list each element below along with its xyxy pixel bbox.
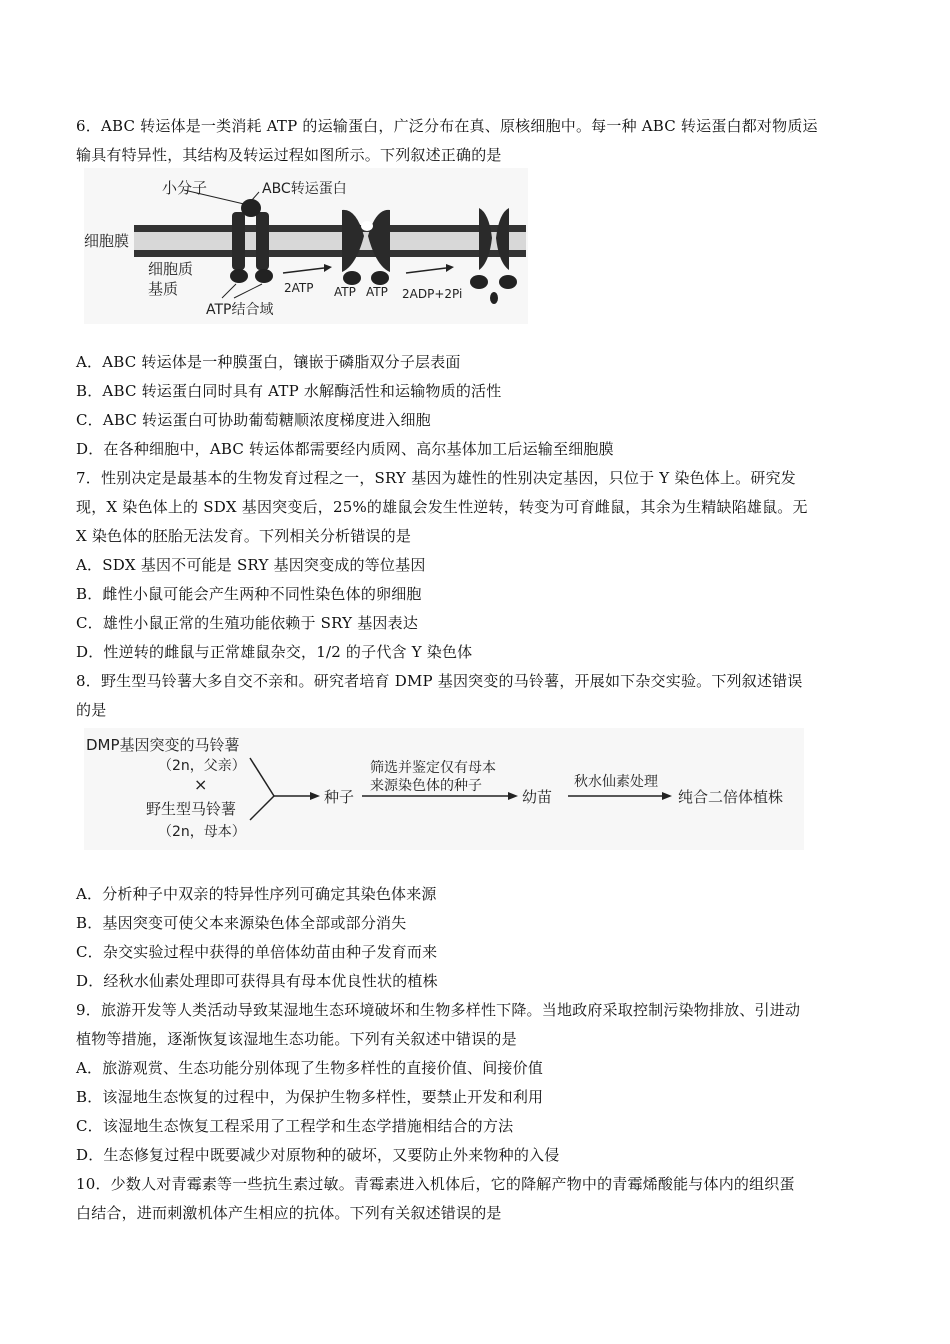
label-screen-2: 来源染色体的种子 — [370, 778, 482, 794]
q7-stem-line-3: X 染色体的胚胎无法发育。下列相关分析错误的是 — [76, 527, 412, 545]
membrane-core — [134, 232, 526, 250]
q8-option-b: B．基因突变可使父本来源染色体全部或部分消失 — [76, 914, 407, 932]
small-molecule-dot — [241, 199, 261, 217]
q8-option-d: D．经秋水仙素处理即可获得具有母本优良性状的植株 — [76, 972, 438, 990]
label-2atp: 2ATP — [284, 281, 314, 295]
pointer-abc-protein — [252, 192, 259, 200]
q8-stem-line-2: 的是 — [76, 701, 107, 719]
label-result: 纯合二倍体植株 — [678, 788, 784, 806]
label-atp-1: ATP — [334, 285, 356, 299]
q9-option-b: B．该湿地生态恢复的过程中，为保护生物多样性，要禁止开发和利用 — [76, 1088, 544, 1106]
q8-option-c: C．杂交实验过程中获得的单倍体幼苗由种子发育而来 — [76, 943, 438, 961]
label-cytoplasm-2: 基质 — [148, 280, 179, 298]
q9-option-d: D．生态修复过程中既要减少对原物种的破坏，又要防止外来物种的入侵 — [76, 1146, 560, 1164]
q7-option-b: B．雌性小鼠可能会产生两种不同性染色体的卵细胞 — [76, 585, 422, 603]
label-colchicine: 秋水仙素处理 — [574, 774, 658, 790]
cross-line-lower — [250, 796, 274, 820]
label-atp-2: ATP — [366, 285, 388, 299]
q6-option-d: D．在各种细胞中，ABC 转运体都需要经内质网、高尔基体加工后运输至细胞膜 — [76, 440, 614, 458]
membrane-outer-layer — [134, 225, 526, 232]
pointer-atp-binding-2 — [234, 284, 262, 298]
membrane-inner-layer — [134, 250, 526, 257]
q9-stem-line-1: 9．旅游开发等人类活动导致某湿地生态环境破坏和生物多样性下降。当地政府采取控制污染物排放、引进动 — [76, 1001, 801, 1019]
label-seedling: 幼苗 — [522, 788, 553, 806]
q6-stem-line-1: 6．ABC 转运体是一类消耗 ATP 的运输蛋白，广泛分布在真、原核细胞中。每一种 ABC 转运蛋白都对物质运 — [76, 117, 818, 135]
q9-option-a: A．旅游观赏、生态功能分别体现了生物多样性的直接价值、间接价值 — [76, 1059, 544, 1077]
q7-stem-line-2: 现，X 染色体上的 SDX 基因突变后，25%的雄鼠会发生性逆转，转变为可育雌鼠，其余为生精缺陷雄鼠。无 — [76, 498, 808, 516]
q6-stem-line-2: 输具有特异性，其结构及转运过程如图所示。下列叙述正确的是 — [76, 146, 502, 164]
q8-option-a: A．分析种子中双亲的特异性序列可确定其染色体来源 — [76, 885, 437, 903]
q6-option-b: B．ABC 转运蛋白同时具有 ATP 水解酶活性和运输物质的活性 — [76, 382, 502, 400]
process-arrow-2 — [406, 268, 446, 273]
label-seed: 种子 — [324, 788, 355, 806]
q10-stem-line-2: 白结合，进而刺激机体产生相应的抗体。下列有关叙述错误的是 — [76, 1204, 502, 1222]
q9-option-c: C．该湿地生态恢复工程采用了工程学和生态学措施相结合的方法 — [76, 1117, 514, 1135]
label-mother-2: （2n，母本） — [158, 824, 246, 840]
process-arrow-1 — [283, 268, 324, 273]
dmp-cross-experiment-figure — [84, 728, 804, 850]
label-cytoplasm-1: 细胞质 — [148, 260, 194, 278]
label-cross: × — [194, 775, 208, 794]
q6-option-a: A．ABC 转运体是一种膜蛋白，镶嵌于磷脂双分子层表面 — [76, 353, 461, 371]
label-screen-1: 筛选并鉴定仅有母本 — [370, 760, 496, 776]
q7-stem-line-1: 7．性别决定是最基本的生物发育过程之一，SRY 基因为雄性的性别决定基因，只位于 Y 染色体上。研究发 — [76, 469, 796, 487]
cross-line-upper — [250, 758, 274, 796]
q6-option-c: C．ABC 转运蛋白可协助葡萄糖顺浓度梯度进入细胞 — [76, 411, 431, 429]
label-abc-protein: ABC转运蛋白 — [262, 181, 347, 197]
pointer-atp-binding-1 — [222, 284, 236, 298]
q7-option-d: D．性逆转的雌鼠与正常雄鼠杂交，1/2 的子代含 Y 染色体 — [76, 643, 473, 661]
label-mother-1: 野生型马铃薯 — [146, 800, 237, 818]
label-father-2: （2n，父亲） — [158, 758, 246, 774]
label-father-1: DMP基因突变的马铃薯 — [86, 736, 240, 754]
abc-transporter-figure — [84, 168, 528, 324]
label-small-molecule: 小分子 — [162, 179, 208, 197]
label-atp-binding: ATP结合域 — [206, 302, 274, 318]
q8-stem-line-1: 8．野生型马铃薯大多自交不亲和。研究者培育 DMP 基因突变的马铃薯，开展如下杂交实验。下列叙述错误 — [76, 672, 803, 690]
q10-stem-line-1: 10．少数人对青霉素等一些抗生素过敏。青霉素进入机体后，它的降解产物中的青霉烯酸能与体内的组织蛋 — [76, 1175, 795, 1193]
q9-stem-line-2: 植物等措施，逐渐恢复该湿地生态功能。下列有关叙述中错误的是 — [76, 1030, 517, 1048]
q7-option-c: C．雄性小鼠正常的生殖功能依赖于 SRY 基因表达 — [76, 614, 419, 632]
q7-option-a: A．SDX 基因不可能是 SRY 基因突变成的等位基因 — [76, 556, 426, 574]
label-adp: 2ADP+2Pi — [402, 287, 463, 301]
label-membrane: 细胞膜 — [84, 232, 130, 250]
